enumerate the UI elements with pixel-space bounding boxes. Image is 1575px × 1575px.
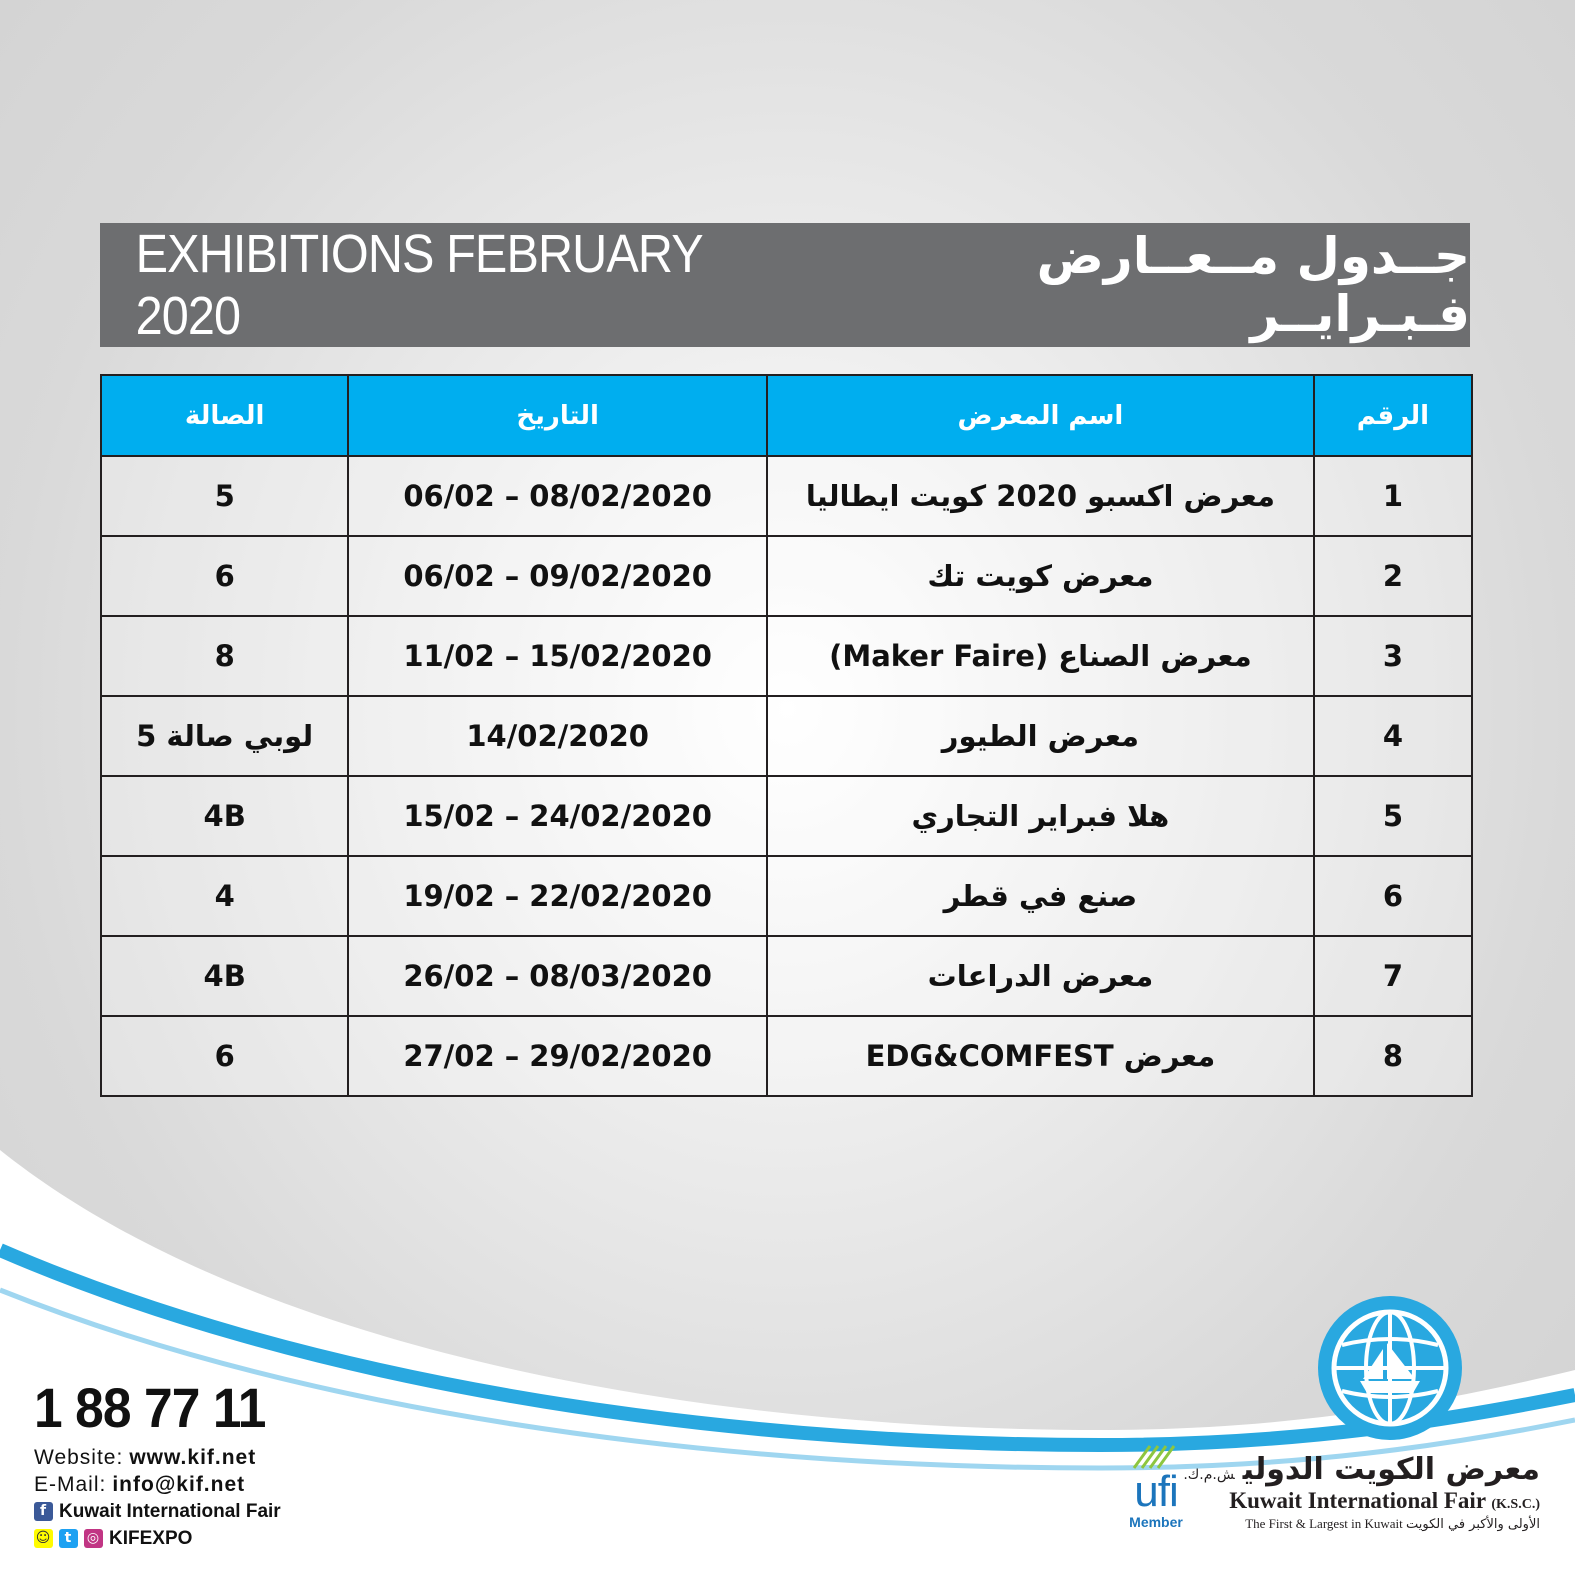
facebook-name: Kuwait International Fair [59,1500,281,1522]
table-row [101,456,1472,536]
snapchat-icon[interactable]: ☺ [35,1530,52,1546]
table-row [101,696,1472,776]
ufi-text: ufi [1134,1467,1178,1516]
social-handle: KIFEXPO [109,1527,193,1549]
row-date: 19/02 – 22/02/2020 [348,856,767,936]
row-date: 11/02 – 15/02/2020 [348,616,767,696]
row-number: 8 [1314,1016,1472,1096]
kif-name-english-text: Kuwait International Fair [1229,1488,1486,1513]
table-row [101,776,1472,856]
kif-tagline [1245,1516,1540,1532]
row-number: 6 [1314,856,1472,936]
row-date: 06/02 – 08/02/2020 [348,456,767,536]
row-date: 27/02 – 29/02/2020 [348,1016,767,1096]
header-number: الرقم [1314,375,1472,456]
social-line [34,1525,286,1552]
facebook-icon[interactable]: f [34,1502,53,1521]
kif-name-arabic [1183,1452,1540,1487]
exhibitions-table [100,374,1473,1097]
phone-number: 1 88 77 11 [34,1376,266,1439]
title-english: EXHIBITIONS FEBRUARY 2020 [135,224,702,346]
row-number: 5 [1314,776,1472,856]
website-line [34,1444,286,1471]
email-line [34,1471,286,1498]
table-header-row [101,375,1472,456]
row-number: 7 [1314,936,1472,1016]
row-hall: 4 [101,856,348,936]
website-label: Website: [34,1445,124,1469]
table-row [101,616,1472,696]
table-row [101,536,1472,616]
title-bar [100,223,1470,347]
row-name: هلا فبراير التجاري [767,776,1314,856]
row-name: صنع في قطر [767,856,1314,936]
ufi-member: Member [1129,1514,1183,1530]
row-date: 15/02 – 24/02/2020 [348,776,767,856]
row-hall: 4B [101,936,348,1016]
row-name: معرض الدراعات [767,936,1314,1016]
kif-name-arabic-suffix: ش.م.ك. [1183,1467,1235,1483]
kif-tagline-english: The First & Largest in Kuwait [1245,1516,1403,1531]
twitter-icon[interactable]: t [59,1529,78,1548]
row-number: 4 [1314,696,1472,776]
kif-name-english [1229,1488,1540,1514]
header-date: التاريخ [348,375,767,456]
facebook-line [34,1498,286,1525]
row-number: 1 [1314,456,1472,536]
row-hall: 6 [101,536,348,616]
header-hall: الصالة [101,375,348,456]
email-label: E-Mail: [34,1472,107,1496]
row-date: 06/02 – 09/02/2020 [348,536,767,616]
row-name: معرض الصناع (Maker Faire) [767,616,1314,696]
row-hall: 5 [101,456,348,536]
row-hall: لوبي صالة 5 [101,696,348,776]
kif-name-english-suffix: (K.S.C.) [1491,1497,1540,1512]
kif-name-arabic-text: معرض الكويت الدولي [1242,1452,1540,1487]
row-name: معرض EDG&COMFEST [767,1016,1314,1096]
row-hall: 8 [101,616,348,696]
instagram-icon[interactable]: ◎ [84,1529,103,1548]
ufi-swoosh-icon [1128,1440,1184,1470]
row-number: 2 [1314,536,1472,616]
contact-block [34,1375,286,1552]
website-link[interactable]: www.kif.net [129,1445,257,1469]
header-name: اسم المعرض [767,375,1314,456]
row-name: معرض كويت تك [767,536,1314,616]
row-date: 14/02/2020 [348,696,767,776]
table-row [101,936,1472,1016]
row-name: معرض الطيور [767,696,1314,776]
email-link[interactable]: info@kif.net [112,1472,246,1496]
row-name: معرض اكسبو 2020 كويت ايطاليا [767,456,1314,536]
row-number: 3 [1314,616,1472,696]
ufi-logo [1128,1440,1184,1530]
table-row [101,856,1472,936]
table-row [101,1016,1472,1096]
kif-tagline-arabic: الأولى والأكبر في الكويت [1406,1517,1540,1532]
row-hall: 4B [101,776,348,856]
row-hall: 6 [101,1016,348,1096]
row-date: 26/02 – 08/03/2020 [348,936,767,1016]
title-arabic: جــدول مــعــارض فـبـرايــر [1036,227,1470,343]
kif-globe-logo [1315,1293,1465,1443]
